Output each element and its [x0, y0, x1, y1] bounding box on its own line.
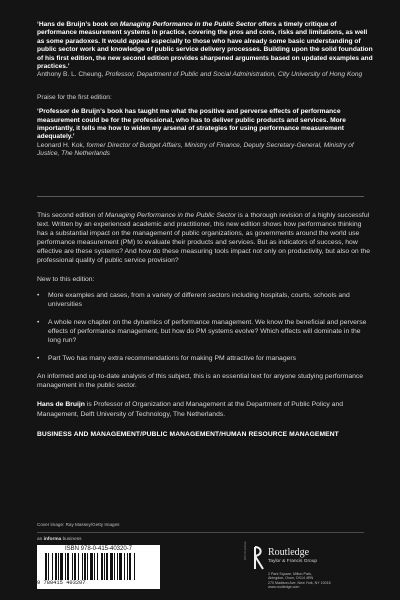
barcode-digits: 9 780415 403207 [37, 580, 86, 586]
list-item [37, 291, 374, 309]
divider [37, 196, 364, 197]
description-intro [37, 211, 374, 266]
publisher-group: Taylor & Francis Group [268, 559, 318, 564]
informa-line [37, 537, 82, 542]
author-bio-text: is Professor of Organization and Management at the Department of Public Policy and Management, Delft University of Technology, The Netherlands. [37, 401, 344, 418]
barcode-bar [110, 553, 113, 580]
endorser-name: Anthony B. L. Cheung, [37, 71, 106, 79]
informa-prefix: an [37, 537, 44, 542]
list-item-text: A whole new chapter on the dynamics of performance management. We know the beneficial and perverse effects of performance management, but how do PM systems evolve? Which effects will dominate in the long run? [48, 318, 367, 345]
barcode-bar [58, 553, 59, 580]
barcode-bar [97, 553, 98, 580]
publisher-name: Routledge [268, 547, 310, 558]
endorser-role: former Director of Budget Affairs, Ministry of Finance, Deputy Secretary-General, Ministry of Justice, The Netherlands [37, 141, 354, 158]
barcode-bar [114, 553, 115, 580]
barcode-bar [106, 553, 108, 580]
informa-suffix: business [61, 537, 82, 542]
address-line: 270 Madison Ave, New York, NY 10016 [268, 580, 331, 585]
barcode-bar [84, 553, 86, 580]
author-name: Hans de Bruijn [37, 401, 85, 409]
intro-book-title: Managing Performance in the Public Sector [105, 212, 237, 219]
publisher-vertical-text: ROUTLEDGE [243, 541, 247, 560]
list-item [37, 354, 374, 363]
footer-divider [37, 532, 364, 533]
author-bio [37, 400, 374, 418]
quote-book-title: Managing Performance in the Public Sector [119, 21, 257, 28]
address-line: Abingdon, Oxon, OX14 4RN [268, 576, 314, 581]
list-item-text: More examples and cases, from a variety of different sectors including hospitals, courts, schools and universities [48, 291, 350, 308]
barcode-bar [52, 553, 53, 580]
endorsement-attribution-2 [37, 142, 374, 159]
bullet-icon: • [37, 355, 40, 363]
barcode [37, 545, 160, 589]
isbn-label: ISBN 978-0-415-40320-7 [64, 546, 133, 552]
barcode-bar [134, 553, 135, 580]
summary: An informed and up-to-date analysis of this subject, this is an essential text for anyone studying performance management in the public sector. [37, 373, 364, 390]
address-line: 2 Park Square, Milton Park, [268, 572, 312, 576]
quote-body: offers a timely critique of performance measurement systems in practice, covering the pros and cons, risks and limitations, as well as some paradoxes. It would appeal especially to those who have already some basic understanding of public sector work and knowledge of public service delivery processes. Building upon the solid foundation of his first edition, the new second edition provides sharpened arguments based on updated examples and practices.’ [37, 21, 373, 71]
endorsement-quote-2: ‘Professor de Bruijn’s book has taught me what the positive and perverse effects of performance measurement could be for the professional, who has to deliver public products and services. More importantly, it tells me how to widen my arsenal of strategies for using performance measurement adequately.’ [37, 108, 346, 141]
bullet-icon: • [37, 291, 40, 299]
barcode-bar [78, 553, 79, 580]
endorsement-attribution-1 [37, 71, 374, 79]
barcode-bar [67, 553, 69, 580]
barcode-bar [127, 553, 128, 580]
barcode-bar [101, 553, 103, 580]
barcode-bar [124, 553, 125, 580]
barcode-bar [117, 553, 118, 580]
barcode-bars [45, 553, 152, 580]
informa-brand: informa [43, 537, 62, 542]
new-edition-label: New to this edition: [37, 275, 95, 283]
barcode-bar [65, 553, 66, 580]
publisher [268, 547, 317, 564]
barcode-bar [94, 553, 95, 580]
publisher-address [268, 572, 331, 590]
cover-credit: Cover image: Ray Massey/Getty Images [37, 522, 120, 527]
description [37, 211, 374, 439]
list-item [37, 318, 374, 345]
bullet-icon: • [37, 318, 40, 326]
barcode-bar [74, 553, 76, 580]
barcode-bar [104, 553, 105, 580]
endorser-name: Leonard H. Kok, [37, 141, 87, 149]
quote-intro: ‘Hans de Bruijn’s book on [37, 21, 120, 28]
address-line: www.routledge.com [268, 585, 300, 590]
barcode-bar [129, 553, 131, 580]
subject-categories: BUSINESS AND MANAGEMENT/PUBLIC MANAGEMENT/HUMAN RESOURCE MANAGEMENT [37, 430, 339, 438]
barcode-bar [82, 553, 83, 580]
intro-text: is a thorough revision of a highly successful text. Written by an experienced academic and practitioner, this new edition shows how performance thinking has a substantial impact on the management of public organizations, as governments around the world use performance measurement (PM) to evaluate their products and services. But as indicators of success, how effective are these systems? And how do these measuring tools impact not only on productivity, but also on the professional quality of public service provision? [37, 212, 370, 265]
endorsements [37, 21, 374, 159]
new-features-list [37, 291, 374, 364]
barcode-bar [90, 553, 93, 580]
barcode-bar [119, 553, 122, 580]
barcode-bar [87, 553, 88, 580]
barcode-bar [48, 553, 49, 580]
endorsement-quote-1 [37, 21, 374, 71]
barcode-bar [72, 553, 73, 580]
endorser-role: Professor, Department of Public and Social Administration, City University of Hong Kong [105, 71, 363, 79]
barcode-bar [45, 553, 47, 580]
barcode-bar [60, 553, 63, 580]
praise-label: Praise for the first edition: [37, 93, 112, 101]
barcode-bar [55, 553, 57, 580]
routledge-logo-icon [253, 546, 265, 570]
list-item-text: Part Two has many extra recommendations for making PM attractive for managers [48, 355, 297, 363]
intro-text: This second edition of [37, 212, 106, 219]
